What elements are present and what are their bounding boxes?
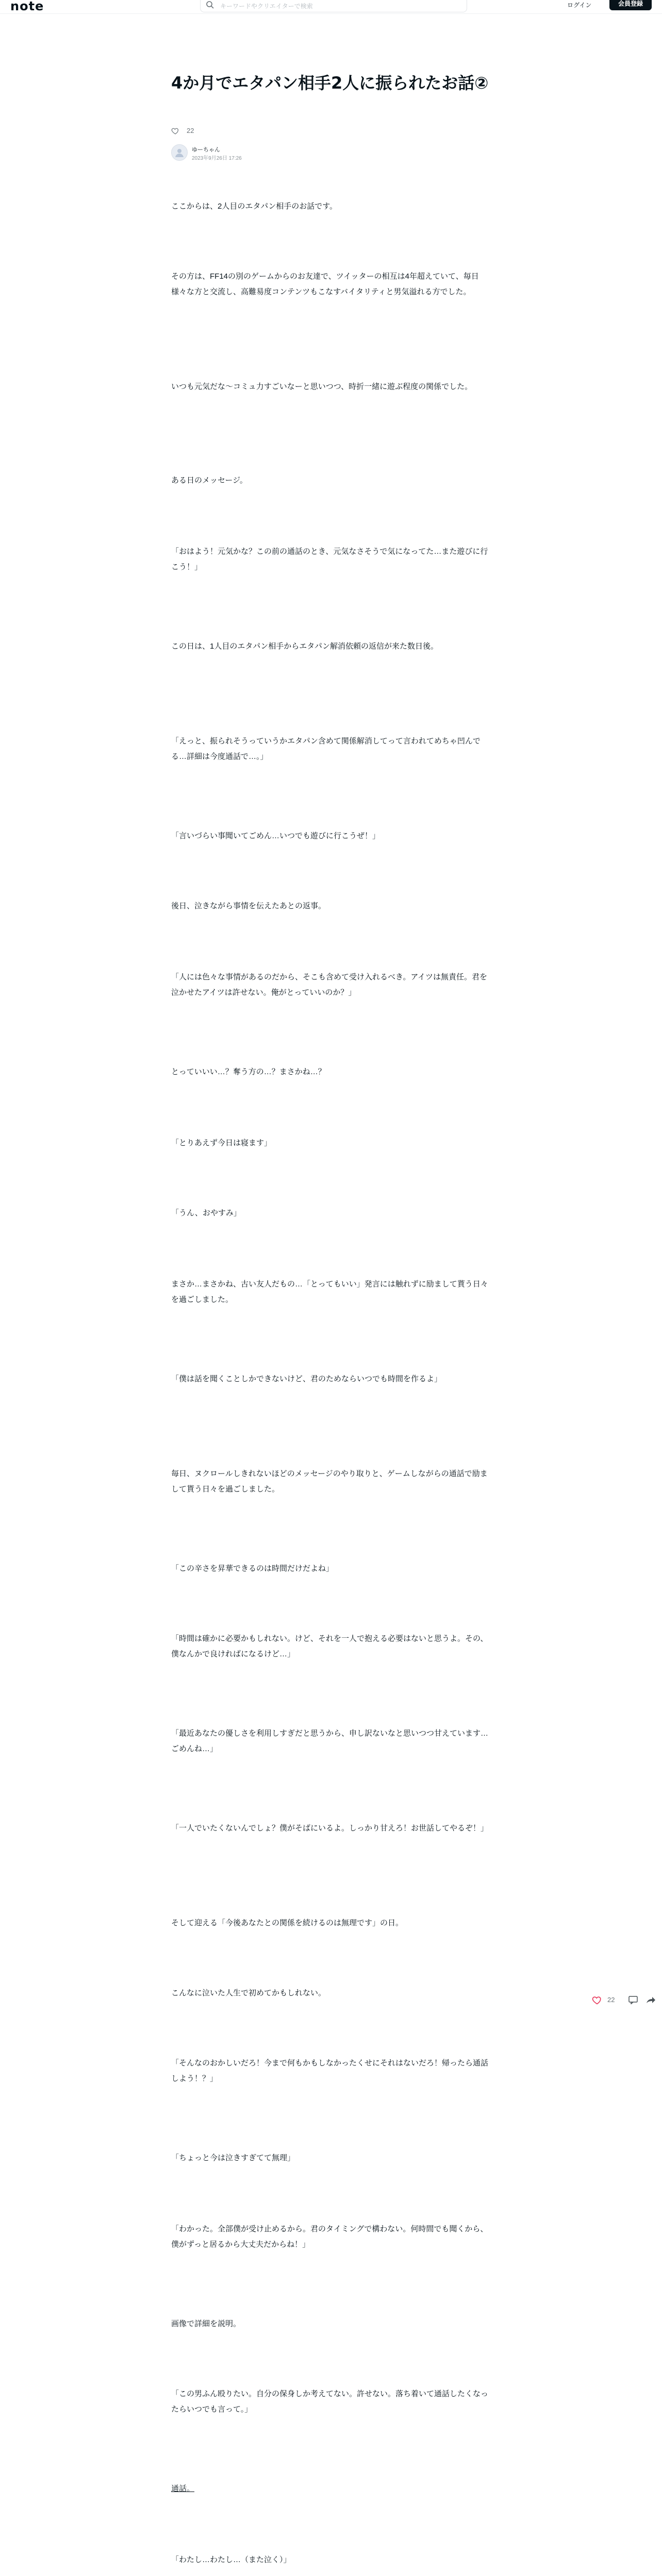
paragraph: 「時間は確かに必要かもしれない。けど、それを一人で抱える必要はないと思うよ。その、僕なんかで良ければになるけど…」: [171, 1634, 488, 1658]
paragraph: とっていいい…？奪う方の…？まさかね…？: [171, 1067, 326, 1076]
author-name[interactable]: ゆーちゃん: [192, 147, 220, 153]
paragraph: そして迎える「今後あなたとの関係を続けるのは無理です」の日。: [171, 1919, 404, 1927]
paragraph: 「わたし…わたし…（また泣く）」: [171, 2555, 291, 2564]
search-input[interactable]: キーワードやクリエイターで検索: [220, 3, 313, 10]
paragraph: こんなに泣いた人生で初めてかもしれない。: [171, 1989, 326, 1997]
paragraph: ある日のメッセージ。: [171, 476, 247, 485]
paragraph: まさか…まさかね、古い友人だもの…「とってもいい」発言には触れずに励まして貰う日々を過ごしました。: [171, 1280, 488, 1304]
share-icon[interactable]: [646, 1995, 656, 2005]
paragraph: 「そんなのおかしいだろ！今まで何もかもしなかったくせにそれはないだろ！帰ったら通話しよう！？」: [171, 2059, 489, 2083]
comment-icon[interactable]: [628, 1995, 638, 2005]
paragraph: 「人には色々な事情があるのだから、そこも含めて受け入れるべき。アイツは無責任。君を泣かせたアイツは許せない。俺がとっていいのか？」: [171, 973, 488, 997]
author-info[interactable]: [171, 144, 377, 165]
paragraph: 後日、泣きながら事情を伝えたあとの返事。: [171, 902, 326, 910]
paragraph: 「この辛さを昇華できるのは時間だけだよね」: [171, 1564, 334, 1573]
paragraph: 「えっと、振られそうっていうかエタパン含めて関係解消してって言われてめちゃ凹んでる…詳細は今度通話で…。」: [171, 737, 481, 761]
paragraph: 「言いづらい事聞いてごめん…いつでも遊びに行こうぜ！」: [171, 832, 380, 840]
floating-like-count: 22: [607, 1996, 615, 2004]
like-count: 22: [187, 127, 194, 134]
like-heart-icon[interactable]: [592, 1995, 602, 2005]
paragraph: その方は、FF14の別のゲームからのお友達で、ツイッターの相互は4年超えていて、毎日様々な方と交流し、高難易度コンテンツもこなすバイタリティと男気溢れる方でした。: [171, 272, 479, 296]
paragraph: 「わかった。全部僕が受け止めるから。君のタイミングで構わない。何時間でも聞くから、僕がずっと居るから大丈夫だからね！」: [171, 2225, 488, 2249]
signup-button[interactable]: 会員登録: [609, 0, 652, 10]
paragraph: 「僕は話を聞くことしかできないけど、君のためならいつでも時間を作るよ」: [171, 1375, 442, 1383]
search-box[interactable]: [200, 0, 467, 12]
paragraph: いつも元気だな〜コミュ力すごいなーと思いつつ、時折一緒に遊ぶ程度の関係でした。: [171, 382, 473, 391]
paragraph: 「この男ふん殴りたい。自分の保身しか考えてない。許せない。落ち着いて通話したくなったらいつでも言って。」: [171, 2389, 489, 2414]
paragraph: 「ちょっと今は泣きすぎてて無理」: [171, 2154, 295, 2162]
article-title: 4か月でエタパン相手2人に振られたお話②: [171, 73, 489, 93]
heart-icon[interactable]: [171, 127, 179, 135]
paragraph-link[interactable]: 通話。: [171, 2484, 195, 2493]
avatar-illustration-icon: [174, 147, 185, 158]
post-date: 2023年9月26日 17:26: [192, 156, 242, 161]
paragraph: ここからは、2人目のエタパン相手のお話です。: [171, 202, 337, 211]
paragraph: 「おはよう！元気かな？この前の通話のとき、元気なさそうで気になってた…また遊びに行こう！」: [171, 547, 488, 571]
paragraph: この日は、1人目のエタパン相手からエタパン解消依頼の返信が来た数日後。: [171, 642, 439, 651]
paragraph: 「一人でいたくないんでしょ？僕がそばにいるよ。しっかり甘えろ！お世話してやるぞ！」: [171, 1824, 489, 1833]
site-header: [0, 0, 662, 14]
paragraph: 「とりあえず今日は寝ます」: [171, 1139, 272, 1147]
login-link[interactable]: ログイン: [567, 2, 592, 9]
paragraph: 「うん、おやすみ」: [171, 1209, 241, 1217]
search-icon: [206, 1, 214, 9]
paragraph: 「最近あなたの優しさを利用しすぎだと思うから、申し訳ないなと思いつつ甘えています…ごめんね…」: [171, 1729, 489, 1753]
paragraph: 画像で詳細を説明。: [171, 2319, 241, 2328]
avatar[interactable]: [171, 144, 188, 161]
floating-action-bar: [592, 1994, 659, 2006]
note-logo[interactable]: note: [10, 0, 44, 13]
paragraph: 毎日、ヌクロールしきれないほどのメッセージのやり取りと、ゲームしながらの通話で励まして貰う日々を過ごしました。: [171, 1469, 488, 1494]
